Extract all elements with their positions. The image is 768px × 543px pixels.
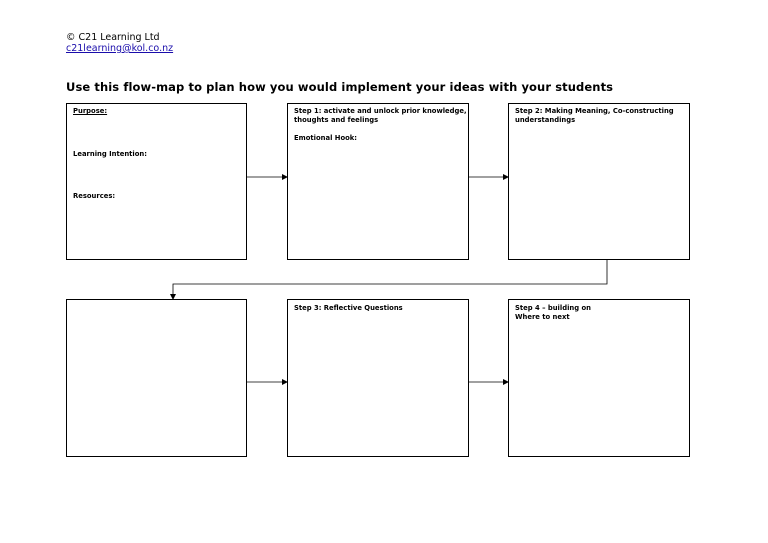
email-link[interactable]: c21learning@kol.co.nz xyxy=(66,43,174,54)
page-title: Use this flow-map to plan how you would implement your ideas with your students xyxy=(66,80,614,94)
resources-label: Resources: xyxy=(73,192,116,200)
step2-label: Step 2: Making Meaning, Co-constructing understandings xyxy=(515,107,674,124)
copyright-text: © C21 Learning Ltd xyxy=(66,32,160,43)
step1-label: Step 1: activate and unlock prior knowledge, thoughts and feelings xyxy=(294,107,467,124)
step3-label: Step 3: Reflective Questions xyxy=(294,304,403,312)
learning-intention-label: Learning Intention: xyxy=(73,150,147,158)
step4-label: Step 4 – building on Where to next xyxy=(515,304,591,321)
purpose-label: Purpose: xyxy=(73,107,108,115)
emotional-hook-label: Emotional Hook: xyxy=(294,134,358,142)
arrow-step2-to-row2 xyxy=(173,260,607,299)
